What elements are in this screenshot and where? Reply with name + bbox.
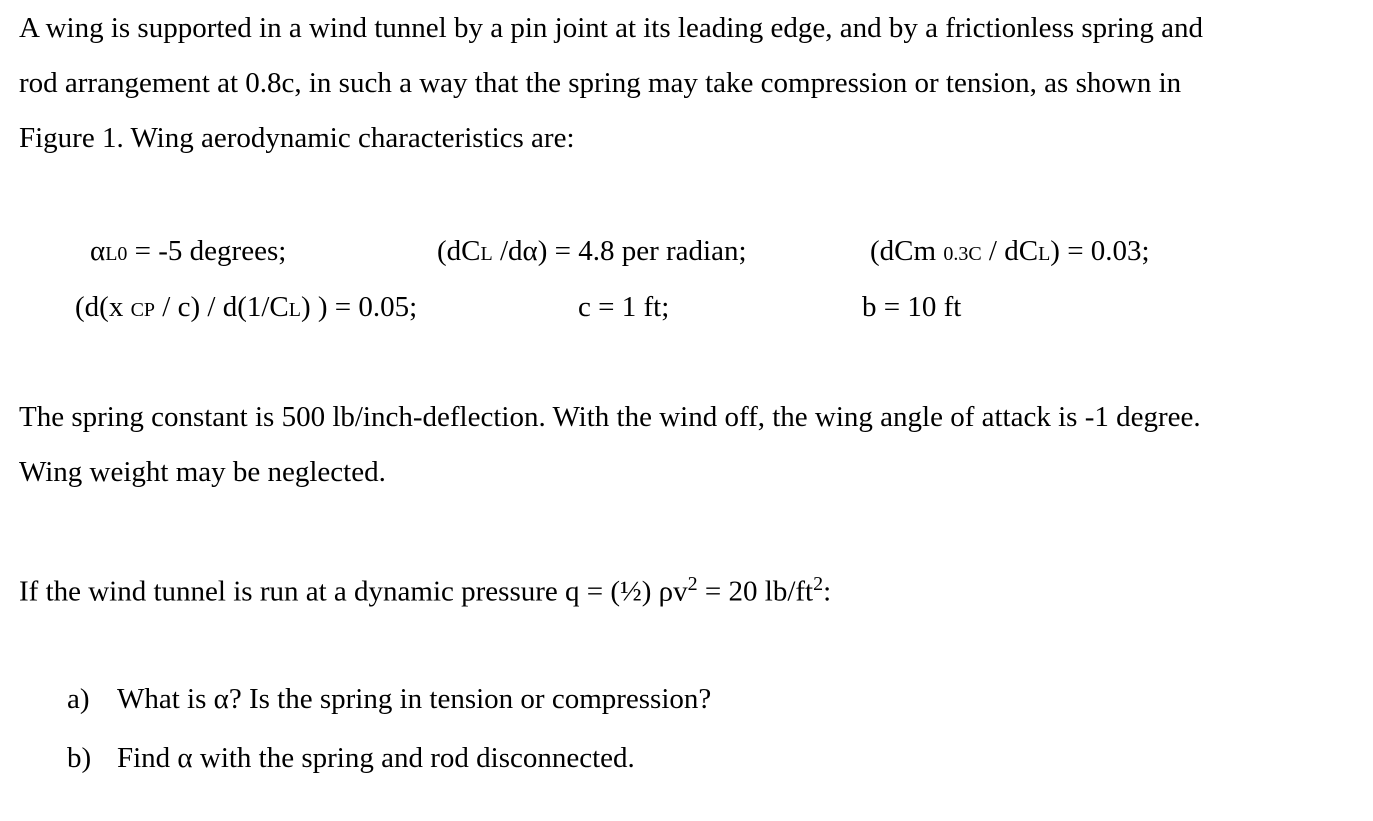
tunnel-text-3: :	[823, 575, 832, 608]
alpha-symbol: α	[90, 235, 106, 267]
question-b-label: b)	[67, 742, 92, 774]
tunnel-text: If the wind tunnel is run at a dynamic pressure q = (½) ρv	[19, 575, 688, 608]
intro-line-3: Figure 1. Wing aerodynamic characteristics are:	[19, 122, 575, 154]
xcp-value: ) ) = 0.05;	[300, 291, 418, 323]
tunnel-superscript-1: 2	[687, 573, 698, 595]
question-a-text: What is α? Is the spring in tension or compression?	[117, 683, 712, 715]
moment-slope-subscript-2: L	[1038, 243, 1051, 265]
alpha-subscript: L0	[105, 243, 128, 265]
question-b	[67, 741, 635, 775]
param-chord: c = 1 ft;	[578, 291, 670, 323]
question-a-label: a)	[67, 683, 90, 715]
lift-slope-value: /dα) = 4.8 per radian;	[492, 235, 747, 267]
spring-line-1: The spring constant is 500 lb/inch-deflection. With the wind off, the wing angle of attack is -1 degree.	[19, 401, 1201, 433]
param-moment-slope	[870, 234, 1150, 271]
tunnel-superscript-2: 2	[813, 573, 824, 595]
spring-line-2: Wing weight may be neglected.	[19, 456, 386, 488]
alpha-value: = -5 degrees;	[127, 235, 287, 267]
tunnel-condition	[19, 567, 831, 609]
param-lift-slope	[437, 234, 747, 271]
intro-line-1: A wing is supported in a wind tunnel by a pin joint at its leading edge, and by a frictionless spring and	[19, 12, 1203, 44]
lift-slope-subscript: L	[480, 243, 493, 265]
moment-slope-subscript: 0.3C	[943, 243, 982, 265]
xcp-subscript-2: L	[288, 299, 301, 321]
xcp-text-2: / c) / d(1/C	[155, 291, 289, 323]
moment-slope-text-2: / dC	[981, 235, 1039, 267]
param-span: b = 10 ft	[862, 291, 962, 323]
question-a	[67, 682, 711, 716]
lift-slope-text: (dC	[437, 235, 481, 267]
question-b-text: Find α with the spring and rod disconnected.	[117, 742, 635, 774]
param-center-of-pressure	[75, 290, 417, 327]
tunnel-text-2: = 20 lb/ft	[697, 575, 814, 608]
param-alpha-zero-lift	[90, 234, 286, 271]
intro-line-2: rod arrangement at 0.8c, in such a way that the spring may take compression or tension, as shown in	[19, 67, 1182, 99]
xcp-subscript: CP	[130, 299, 156, 321]
moment-slope-value: ) = 0.03;	[1050, 235, 1150, 267]
moment-slope-text: (dCm	[870, 235, 944, 267]
xcp-text: (d(x	[75, 291, 131, 323]
